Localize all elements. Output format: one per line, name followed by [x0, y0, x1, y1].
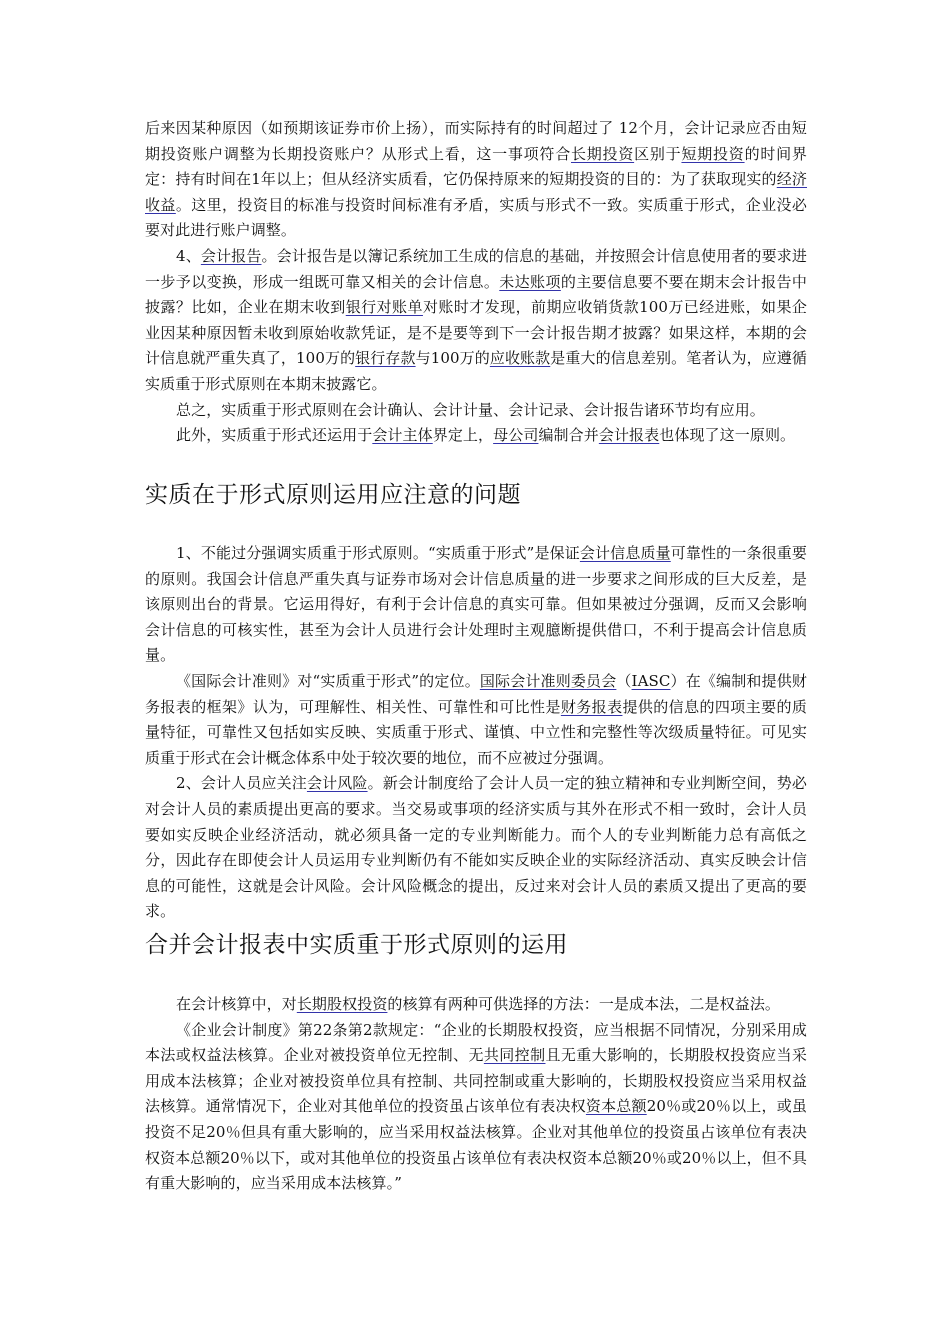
text-run: 1、不能过分强调实质重于形式原则。“实质重于形式”是保证 [176, 544, 580, 562]
text-run: 《企业会计制度》第22条第2款规定：“企业的长期股权投资，应当根据不同情况，分别采用成本法或权益法核算。企业对被投资单位无控制、无 [145, 1020, 807, 1065]
term-link[interactable]: 银行对账单 [345, 298, 423, 317]
term-link[interactable]: 财务报表 [560, 697, 623, 716]
term-link[interactable]: 会计报表 [598, 426, 660, 445]
term-link[interactable]: 会计报告 [200, 246, 262, 265]
text-run: 且无重大影响的，长期股权投资应当采用成本法核算；企业对被投资单位具有控制、共同控制或重大影响的，长期股权投资应当采用权益法核算。通常情况下，企业对其他单位的投资虽占该单位有表决权 [145, 1046, 808, 1116]
term-link[interactable]: 长期投资 [571, 144, 635, 163]
text-run: ）在《编制和提供财务报表的框架》认为，可理解性、相关性、可靠性和可比性是 [145, 671, 807, 716]
text-run: 是重大的信息差别。笔者认为，应遵循实质重于形式原则在本期末披露它。 [145, 349, 808, 393]
term-link[interactable]: 国际会计准则委员会 [479, 671, 617, 690]
text-run: 的主要信息要不要在期末会计报告中披露？比如，企业在期末收到 [145, 272, 807, 317]
text-run: 后来因某种原因（如预期该证券市价上扬），而实际持有的时间超过了 12个月，会计记录应否由短期投资账户调整为长期投资账户？从形式上看，这一事项符合 [145, 119, 807, 163]
paragraph-accounting-entity [145, 423, 807, 449]
text-run: 对账时才发现，前期应收销货款100万已经进账，如果企业因某种原因暂未收到原始收款凭证，是不是要等到下一会计报告期才披露？如果这样，本期的会计信息就严重失真了，100万的 [145, 298, 807, 368]
paragraph-ias-positioning [145, 669, 807, 771]
text-run: （ [616, 671, 632, 690]
text-run: 《国际会计准则》对“实质重于形式”的定位。 [176, 671, 480, 690]
text-run: 20％或20％以上，或虽投资不足20％但具有重大影响的，应当采用权益法核算。企业对其他单位的投资虽占该单位有表决权资本总额20％以下，或对其他单位的投资虽占该单位有表决权资本总额20％或20％以上，但不具有重大影响的，应当采用成本法核算。” [145, 1097, 808, 1193]
top-body [145, 116, 807, 449]
term-link[interactable]: 共同控制 [483, 1046, 546, 1065]
text-run: 总之，实质重于形式原则在会计确认、会计计量、会计记录、会计报告诸环节均有应用。 [176, 400, 765, 419]
section-heading-attention: 实质在于形式原则运用应注意的问题 [145, 482, 521, 508]
paragraph-accounting-report [145, 244, 807, 398]
paragraph-short-term-investment [145, 116, 807, 244]
text-run: 的核算有两种可供选择的方法：一是成本法，二是权益法。 [387, 995, 781, 1013]
text-run: 。这里，投资目的标准与投资时间标准有矛盾，实质与形式不一致。实质重于形式，企业没必要对此进行账户调整。 [145, 195, 807, 240]
term-link[interactable]: 资本总额 [585, 1097, 647, 1116]
text-run: 提供的信息的四项主要的质量特征，可靠性又包括如实反映、实质重于形式、谨慎、中立性和完整性等次级质量特征。可见实质重于形式在会计概念体系中处于较次要的地位，而不应被过分强调。 [145, 697, 807, 767]
text-run: 区别于 [634, 144, 682, 163]
section-attention-body [145, 541, 807, 925]
term-link[interactable]: 会计风险 [306, 774, 368, 793]
paragraph-not-overemphasize [145, 541, 807, 669]
text-run: 与100万的 [415, 349, 490, 368]
term-link[interactable]: 银行存款 [355, 349, 416, 368]
text-run: 可靠性的一条很重要的原则。我国会计信息严重失真与证券市场对会计信息质量的进一步要求之间形成的巨大反差，是该原则出台的背景。它运用得好，有利于会计信息的真实可靠。但如果被过分强调，反而又会影响会计信息的可核实性，甚至为会计人员进行会计处理时主观臆断提供借口，不利于提高会计信息质量。 [145, 544, 807, 665]
paragraph-summary [145, 398, 807, 424]
paragraph-regulation-quote [145, 1018, 807, 1197]
term-link[interactable]: IASC [631, 671, 671, 690]
text-run: 界定上， [432, 426, 494, 445]
text-run: 2、会计人员应关注 [176, 774, 307, 793]
term-link[interactable]: 长期股权投资 [296, 995, 388, 1013]
text-run: 。新会计制度给了会计人员一定的独立精神和专业判断空间，势必对会计人员的素质提出更高的要求。当交易或事项的经济实质与其外在形式不相一致时，会计人员要如实反映企业经济活动，就必须具备一定的专业判断能力。而个人的专业判断能力总有高低之分，因此存在即使会计人员运用专业判断仍有不能如实反映企业的实际经济活动、真实反映会计信息的可能性，这就是会计风险。会计风险概念的提出，反过来对会计人员的素质又提出了更高的要求。 [145, 774, 807, 921]
term-link[interactable]: 未达账项 [499, 272, 561, 291]
text-run: 此外，实质重于形式还运用于 [176, 426, 373, 445]
paragraph-accounting-risk [145, 771, 807, 925]
term-link[interactable]: 应收账款 [489, 349, 551, 368]
term-link[interactable]: 经济收益 [145, 170, 808, 214]
section-consolidated-body [145, 992, 807, 1197]
term-link[interactable]: 短期投资 [681, 144, 745, 163]
text-run: 编制合并 [538, 426, 599, 445]
text-run: 的时间界定：持有时间在1年以上；但从经济实质看，它仍保持原来的短期投资的目的：为了获取现实的 [145, 144, 807, 189]
section-heading-consolidated: 合并会计报表中实质重于形式原则的运用 [145, 932, 568, 958]
paragraph-equity-methods [145, 992, 807, 1018]
term-link[interactable]: 会计信息质量 [579, 544, 671, 562]
text-run: 。会计报告是以簿记系统加工生成的信息的基础，并按照会计信息使用者的要求进一步予以变换，形成一组既可靠又相关的会计信息。 [145, 246, 807, 291]
term-link[interactable]: 会计主体 [372, 426, 433, 445]
text-run: 也体现了这一原则。 [659, 426, 796, 445]
term-link[interactable]: 母公司 [493, 426, 539, 445]
text-run: 4、 [176, 246, 201, 265]
text-run: 在会计核算中，对 [176, 995, 297, 1013]
